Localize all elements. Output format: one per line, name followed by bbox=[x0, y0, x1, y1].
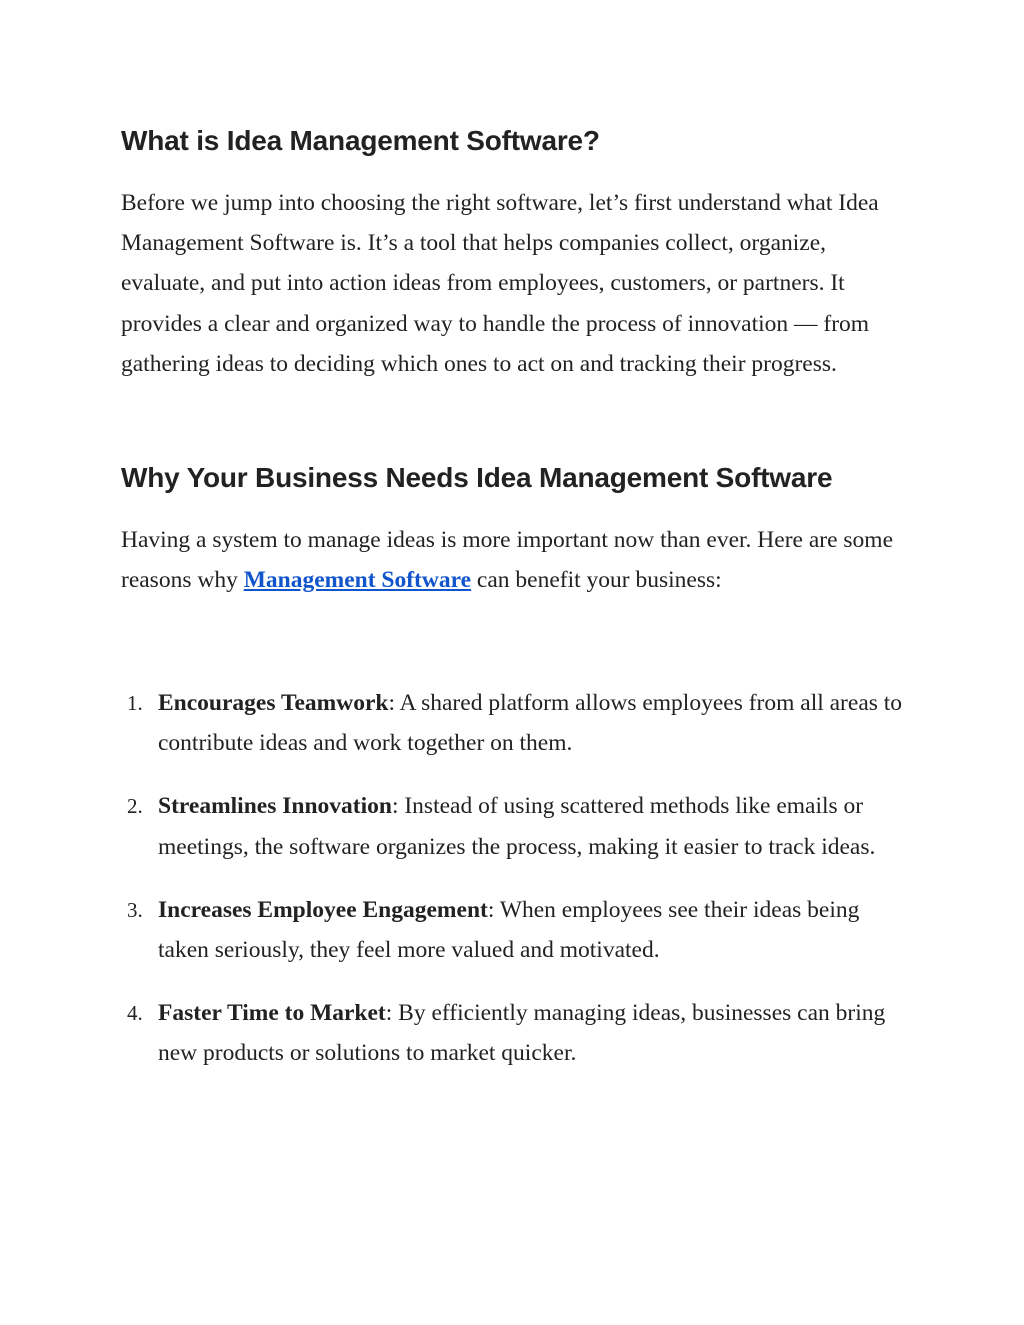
list-item-title: Increases Employee Engagement bbox=[158, 896, 488, 923]
reasons-intro-paragraph bbox=[121, 520, 911, 600]
section-heading-why: Why Your Business Needs Idea Management Software bbox=[121, 462, 833, 493]
list-item-number: 3. bbox=[127, 897, 143, 922]
list-item-title: Encourages Teamwork bbox=[158, 690, 389, 716]
reasons-intro-text-start: Having a system to manage ideas is more important now than ever. Here are some reasons why bbox=[121, 527, 894, 594]
reasons-list bbox=[121, 683, 911, 1097]
list-item-text: : When employees see their ideas being taken seriously, they feel more valued and motivated. bbox=[158, 896, 860, 964]
list-item bbox=[121, 993, 911, 1073]
list-item-number: 1. bbox=[127, 691, 143, 715]
list-item-title: Streamlines Innovation bbox=[158, 793, 392, 820]
list-item-text: : Instead of using scattered methods like emails or meetings, the software organizes the process, making it easier to track ideas. bbox=[158, 793, 876, 860]
reasons-intro-text-end: can benefit your business: bbox=[471, 567, 722, 594]
list-item bbox=[121, 786, 911, 866]
list-item bbox=[121, 890, 911, 970]
list-item-number: 4. bbox=[127, 1001, 143, 1026]
list-item-title: Faster Time to Market bbox=[158, 1000, 386, 1027]
intro-paragraph: Before we jump into choosing the right software, let’s first understand what Idea Management Software is. It’s a tool that helps companies collect, organize, evaluate, and put into action ideas from employees, customers, or partners. It provides a clear and organized way to handle the process of innovation — from gathering ideas to deciding which ones to act on and tracking their progress. bbox=[121, 190, 879, 377]
list-item-text: : A shared platform allows employees from all areas to contribute ideas and work together on them. bbox=[158, 690, 903, 757]
management-software-link[interactable]: Management Software bbox=[243, 567, 472, 594]
list-item bbox=[121, 683, 911, 763]
list-item-number: 2. bbox=[127, 794, 143, 819]
section-heading-what: What is Idea Management Software? bbox=[121, 125, 600, 156]
list-item-text: : By efficiently managing ideas, businesses can bring new products or solutions to market quicker. bbox=[158, 1000, 886, 1067]
